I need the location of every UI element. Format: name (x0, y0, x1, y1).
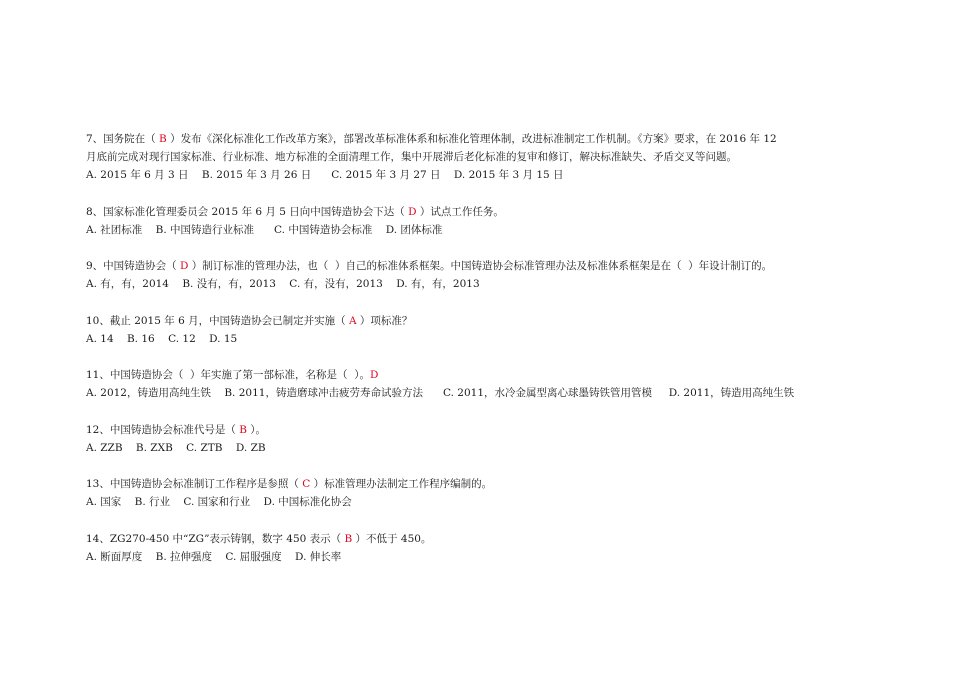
question-options: A. 断面厚度 B. 拉伸强度 C. 屈服强度 D. 伸长率 (86, 551, 342, 563)
question-12: 12、中国铸造协会标准代号是（ B ）。 A. ZZB B. ZXB C. ZTB D. ZB (86, 421, 906, 457)
question-10: 10、截止 2015 年 6 月，中国铸造协会已制定并实施（ A ）项标准？ A. 14 B. 16 C. 12 D. 15 (86, 312, 906, 348)
question-14: 14、ZG270-450 中“ZG”表示铸钢，数字 450 表示（ B ）不低于 450。 A. 断面厚度 B. 拉伸强度 C. 屈服强度 D. 伸长率 (86, 530, 906, 566)
question-options: A. 2012，铸造用高纯生铁 B. 2011，铸造磨球冲击疲劳寿命试验方法 C. 2011，水冷金属型离心球墨铸铁管用管模 D. 2011，铸造用高纯生铁 (86, 387, 795, 399)
question-options: A. 有，有，2014 B. 没有，有，2013 C. 有，没有，2013 D. 有，有，2013 (86, 278, 480, 290)
question-11: 11、中国铸造协会（ ）年实施了第一部标准，名称是（ ）。D A. 2012，铸造用高纯生铁 B. 2011，铸造磨球冲击疲劳寿命试验方法 C. 2011，水冷金属型离心球墨铸铁管用管模 D. 2011，铸造用高纯生铁 (86, 366, 906, 402)
question-options: A. 2015 年 6 月 3 日 B. 2015 年 3 月 26 日 C. 2015 年 3 月 27 日 D. 2015 年 3 月 15 日 (86, 169, 564, 181)
answer-mark: D (369, 369, 379, 381)
question-9: 9、中国铸造协会（ D ）制订标准的管理办法，也（ ）自己的标准体系框架。中国铸造协会标准管理办法及标准体系框架是在（ ）年设计制订的。 A. 有，有，2014 B. 没有，有，2013 C. 有，没有，2013 D. 有，有，2013 (86, 257, 906, 293)
answer-mark: A (348, 315, 357, 327)
answer-mark: B (344, 533, 353, 545)
question-options: A. 社团标准 B. 中国铸造行业标准 C. 中国铸造协会标准 D. 团体标准 (86, 224, 443, 236)
answer-mark: B (239, 424, 247, 436)
answer-mark: C (302, 478, 311, 490)
question-options: A. 14 B. 16 C. 12 D. 15 (86, 333, 238, 345)
question-8: 8、国家标准化管理委员会 2015 年 6 月 5 日向中国铸造协会下达（ D ）试点工作任务。 A. 社团标准 B. 中国铸造行业标准 C. 中国铸造协会标准 D. 团体标准 (86, 203, 906, 239)
answer-mark: D (408, 206, 417, 218)
question-13: 13、中国铸造协会标准制订工作程序是参照（ C ）标准管理办法制定工作程序编制的。 A. 国家 B. 行业 C. 国家和行业 D. 中国标准化协会 (86, 475, 906, 511)
answer-mark: D (180, 260, 189, 272)
question-7: 7、国务院在（ B ）发布《深化标准化工作改革方案》，部署改革标准体系和标准化管理体制，改进标准制定工作机制。《方案》要求，在 2016 年 12 月底前完成对现行国家标准、行业标准、地方标准的全面清理工作，集中开展滞后老化标准的复审和修订，解决标准缺失、矛盾交叉等问题。 A. 2015 年 6 月 3 日 B. 2015 年 3 月 26 日 C. 2015 年 3 月 27 日 D. 2015 年 3 月 15 日 (86, 130, 906, 184)
question-options: A. ZZB B. ZXB C. ZTB D. ZB (86, 442, 266, 454)
answer-mark: B (159, 133, 167, 145)
question-options: A. 国家 B. 行业 C. 国家和行业 D. 中国标准化协会 (86, 496, 352, 508)
